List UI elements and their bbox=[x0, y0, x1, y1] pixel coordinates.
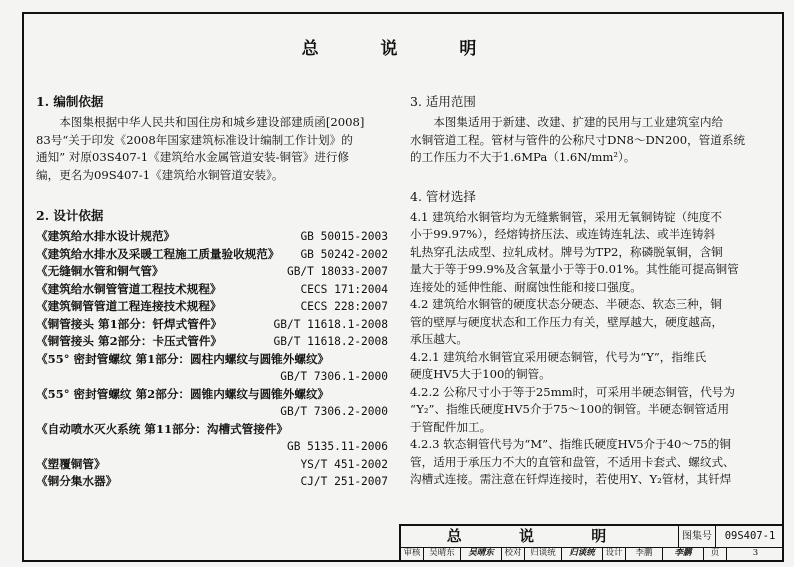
standards-list bbox=[36, 228, 388, 491]
standard-name: 《塑覆铜管》 bbox=[36, 456, 106, 471]
para-line: 硬度HV5大于100的铜管。 bbox=[410, 367, 551, 381]
standard-row bbox=[36, 281, 388, 299]
standard-row bbox=[36, 228, 388, 246]
drawing-frame bbox=[22, 12, 784, 562]
standard-row bbox=[36, 263, 388, 281]
para-line: 轧热穿孔法成型、拉轧成材。牌号为TP2，称磷脱氧铜，含铜 bbox=[410, 244, 723, 259]
right-column bbox=[410, 92, 775, 489]
para-line: 沟槽式连接。需注意在钎焊连接时，若使用Y、Y₂管材，其钎焊 bbox=[410, 472, 732, 486]
designer-signature: 李鹏 bbox=[663, 547, 704, 560]
para-line: “Y₂”、指维氏硬度HV5介于75～100的铜管。半硬态铜管适用 bbox=[410, 402, 730, 416]
atlas-number: 09S407-1 bbox=[724, 530, 776, 542]
standard-code: GB/T 7306.1-2000 bbox=[280, 370, 388, 383]
standard-row bbox=[36, 333, 388, 351]
section-3-body bbox=[410, 114, 775, 167]
standard-row bbox=[36, 316, 388, 334]
para-line: 量大于等于99.9%及含氧量小于等于0.01%。其性能可提高铜管 bbox=[410, 262, 739, 276]
standard-code: CJ/T 251-2007 bbox=[300, 475, 388, 488]
standard-row bbox=[36, 473, 388, 491]
title-block-top-row bbox=[401, 526, 784, 548]
checker-signature: 归谈统 bbox=[562, 547, 603, 560]
title-block-title: 总 说 明 bbox=[401, 526, 679, 547]
page-title: 总 说 明 bbox=[301, 39, 505, 59]
para-line: 4.2 建筑给水铜管的硬度状态分硬态、半硬态、软态三种，铜 bbox=[410, 297, 722, 311]
section-1-heading: 1. 编制依据 bbox=[36, 94, 104, 109]
para-line: 83号“关于印发《2008年国家建筑标准设计编制工作计划》的 bbox=[36, 132, 353, 147]
standard-row bbox=[36, 456, 388, 474]
section-1-body bbox=[36, 114, 388, 184]
section-4-body bbox=[410, 209, 775, 489]
standard-code: CECS 171:2004 bbox=[300, 282, 388, 296]
standard-row bbox=[36, 298, 388, 316]
standard-code: GB/T 18033-2007 bbox=[286, 265, 388, 278]
standard-name: 《建筑给水排水设计规范》 bbox=[36, 229, 176, 243]
standard-name: 《建筑给水排水及采暖工程施工质量验收规范》 bbox=[36, 246, 280, 261]
para-line: 承压越大。 bbox=[410, 332, 468, 346]
para-line: 通知” 对原03S407-1《建筑给水金属管道安装-铜管》进行修 bbox=[36, 150, 350, 164]
standard-code: GB/T 11618.2-2008 bbox=[273, 335, 388, 348]
checker-name: 归谈统 bbox=[525, 547, 562, 560]
para-line: 4.2.2 公称尺寸小于等于25mm时，可采用半硬态铜管，代号为 bbox=[410, 384, 735, 399]
standard-name: 《建筑给水铜管管道工程技术规程》 bbox=[36, 281, 222, 296]
para-line: 4.1 建筑给水铜管均为无缝紫铜管，采用无氧铜铸锭（纯度不 bbox=[410, 209, 722, 224]
standard-code: GB/T 7306.2-2000 bbox=[280, 405, 388, 418]
standard-code: GB/T 11618.1-2008 bbox=[273, 317, 388, 331]
para-line: 管，适用于承压力不大的直管和盘管，不适用卡套式、螺纹式、 bbox=[410, 454, 735, 469]
review-label: 审核 bbox=[401, 547, 424, 560]
check-label: 校对 bbox=[502, 547, 525, 560]
para-line: 连接处的延伸性能、耐腐蚀性能和接口强度。 bbox=[410, 279, 642, 294]
para-line: 4.2.3 软态铜管代号为“M”、指维氏硬度HV5介于40～75的铜 bbox=[410, 437, 731, 451]
section-4-heading: 4. 管材选择 bbox=[410, 188, 476, 204]
standard-name: 《铜管接头 第1部分：钎焊式管件》 bbox=[36, 316, 223, 331]
design-label: 设计 bbox=[603, 547, 626, 560]
standard-name: 《55° 密封管螺纹 第1部分：圆柱内螺纹与圆锥外螺纹》 bbox=[36, 351, 330, 366]
page-label: 页 bbox=[704, 547, 727, 560]
para-line: 水铜管道工程。管材与管件的公称尺寸DN8～DN200，管道系统 bbox=[410, 132, 746, 147]
para-line: 于管配件加工。 bbox=[410, 419, 492, 434]
standard-code: GB 50015-2003 bbox=[300, 230, 388, 243]
section-3-heading: 3. 适用范围 bbox=[410, 94, 476, 109]
standard-name: 《自动喷水灭火系统 第11部分：沟槽式管接件》 bbox=[36, 421, 289, 436]
title-block bbox=[399, 524, 784, 560]
para-line: 本图集根据中华人民共和国住房和城乡建设部建质函[2008] bbox=[59, 115, 365, 129]
standard-name: 《铜分集水器》 bbox=[36, 474, 118, 488]
standard-code: YS/T 451-2002 bbox=[300, 457, 388, 471]
para-line: 小于99.97%），经熔铸挤压法、或连铸连轧法、或半连铸斜 bbox=[410, 227, 716, 241]
standard-name: 《55° 密封管螺纹 第2部分：圆锥内螺纹与圆锥外螺纹》 bbox=[36, 386, 330, 401]
left-column bbox=[36, 92, 388, 491]
page-number: 3 bbox=[752, 548, 759, 558]
para-line: 管的壁厚与硬度状态和工作压力有关，壁厚越大，硬度越高， bbox=[410, 314, 724, 329]
standard-code: GB 50242-2002 bbox=[300, 247, 388, 261]
reviewer-signature: 吴晴东 bbox=[461, 547, 502, 560]
title-block-bottom-row bbox=[401, 547, 784, 560]
designer-name: 李鹏 bbox=[626, 547, 663, 560]
para-line: 4.2.1 建筑给水铜管宜采用硬态铜管，代号为“Y”，指维氏 bbox=[410, 349, 707, 364]
standard-code: GB 5135.11-2006 bbox=[286, 440, 388, 453]
standard-code: CECS 228:2007 bbox=[300, 300, 388, 313]
para-line: 编，更名为09S407-1《建筑给水铜管道安装》。 bbox=[36, 167, 284, 182]
para-line: 的工作压力不大于1.6MPa（1.6N/mm²）。 bbox=[410, 150, 636, 164]
para-line: 本图集适用于新建、改建、扩建的民用与工业建筑室内给 bbox=[433, 115, 724, 129]
section-2-heading: 2. 设计依据 bbox=[36, 208, 104, 223]
reviewer-name: 吴晴东 bbox=[424, 547, 461, 560]
standard-name: 《铜管接头 第2部分：卡压式管件》 bbox=[36, 334, 223, 348]
standard-row bbox=[36, 246, 388, 264]
standard-name: 《建筑铜管管道工程连接技术规程》 bbox=[36, 299, 222, 313]
standard-name: 《无缝铜水管和铜气管》 bbox=[36, 264, 164, 278]
atlas-number-label: 图集号 bbox=[679, 526, 716, 547]
